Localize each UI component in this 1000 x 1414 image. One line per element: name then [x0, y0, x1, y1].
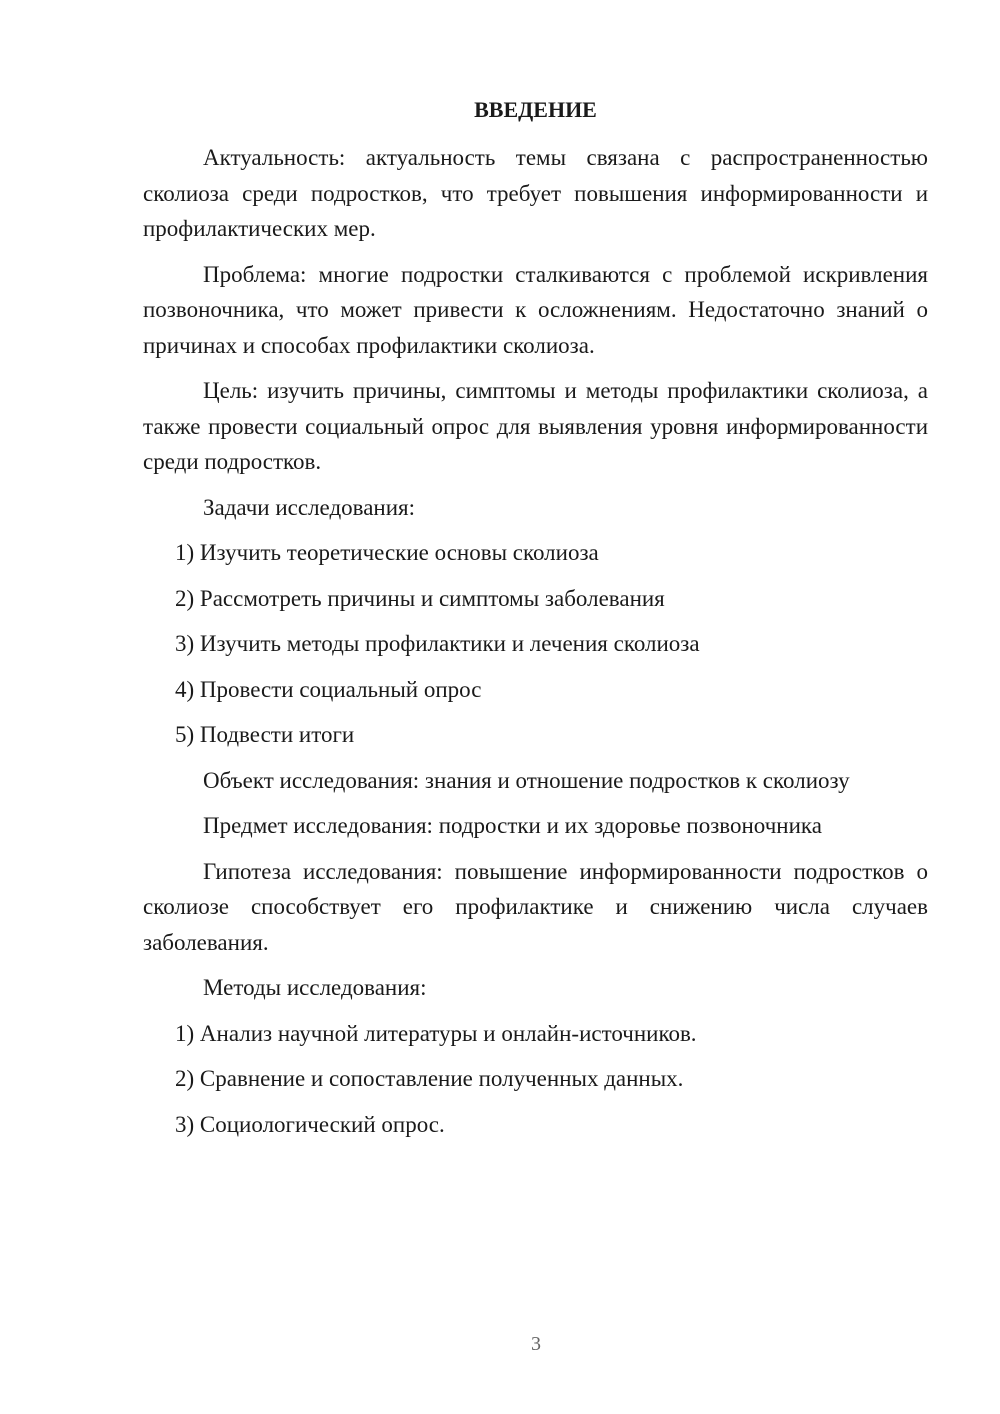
methods-list [143, 1016, 928, 1143]
list-item: 5) Подвести итоги [175, 722, 355, 747]
goal-paragraph: Цель: изучить причины, симптомы и методы профилактики сколиоза, а также провести социальный опрос для выявления уровня информированности среди подростков. [143, 378, 928, 474]
list-item: 3) Социологический опрос. [175, 1111, 445, 1137]
page-number: 3 [531, 1333, 541, 1355]
list-item: 2) Рассмотреть причины и симптомы заболевания [175, 585, 665, 611]
hypothesis-paragraph: Гипотеза исследования: повышение информированности подростков о сколиозе способствует его профилактике и снижению числа случаев заболевания. [143, 858, 928, 955]
methods-heading: Методы исследования: [203, 975, 427, 1000]
object-paragraph: Объект исследования: знания и отношение подростков к сколиозу [203, 767, 850, 793]
problem-paragraph: Проблема: многие подростки сталкиваются с проблемой искривления позвоночника, что может привести к осложнениям. Недостаточно знаний о причинах и способах профилактики сколиоза. [143, 261, 928, 358]
list-item: 1) Анализ научной литературы и онлайн-источников. [175, 1020, 697, 1046]
document-page [143, 94, 928, 1152]
subject-paragraph: Предмет исследования: подростки и их здоровье позвоночника [203, 813, 822, 838]
list-item: 4) Провести социальный опрос [175, 676, 482, 702]
list-item: 2) Сравнение и сопоставление полученных данных. [175, 1066, 684, 1091]
tasks-heading: Задачи исследования: [203, 494, 416, 520]
relevance-paragraph: Актуальность: актуальность темы связана с распространенностью сколиоза среди подростков, что требует повышения информированности и профилактических мер. [143, 145, 928, 241]
list-item: 3) Изучить методы профилактики и лечения сколиоза [175, 631, 700, 656]
list-item: 1) Изучить теоретические основы сколиоза [175, 540, 599, 565]
tasks-list [143, 535, 928, 753]
section-title: ВВЕДЕНИЕ [474, 97, 597, 122]
